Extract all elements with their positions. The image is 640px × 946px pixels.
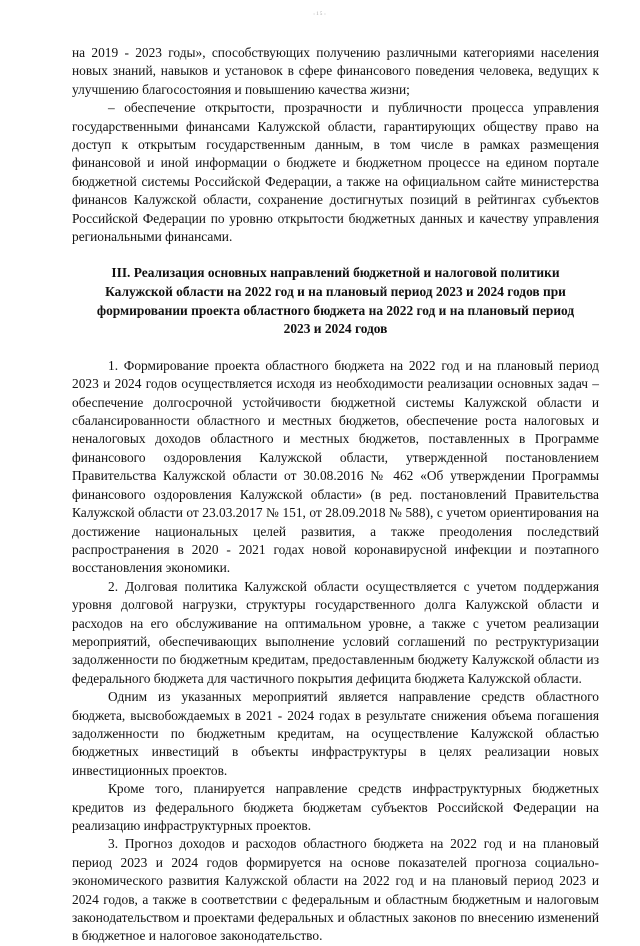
page-number-mark: ·¹⁵· <box>312 10 328 19</box>
section-heading-line: III. Реализация основных направлений бюджетной и налоговой политики <box>111 265 560 281</box>
intro-paragraph-continued: на 2019 - 2023 годы», способствующих получению различными категориями населения новых знаний, навыков и установок в сфере финансового поведения человека, ведущих к улучшению благосостояния и повышению качества жизни; <box>72 45 599 97</box>
paragraph-2-debt-policy: 2. Долговая политика Калужской области осуществляется с учетом поддержания уровня долговой нагрузки, структуры государственного долга Калужской области и расходов на его обслуживание на оптимальном уровне, а также с учетом реализации мероприятий, обеспечивающих выполнение условий соглашений по реструктуризации задолженности по бюджетным кредитам, предоставленным бюджету Калужской области из федерального бюджета для частичного покрытия дефицита бюджета Калужской области. <box>72 578 599 686</box>
paragraph-3-forecast: 3. Прогноз доходов и расходов областного бюджета на 2022 год и на плановый период 2023 и 2024 годов формируется на основе показателей прогноза социально-экономического развития Калужской области на 2022 год и на плановый период 2023 и 2024 годов, а также в соответствии с федеральным и областным бюджетным и налоговым законодательством и проектами федеральных и областных законов по внесению изменений в бюджетное и налоговое законодательство. <box>72 836 599 944</box>
paragraph-infrastructure-credits: Кроме того, планируется направление средств инфраструктурных бюджетных кредитов из федерального бюджета бюджетам субъектов Российской Федерации на реализацию инфраструктурных проектов. <box>72 781 599 833</box>
paragraph-1-budget-formation: 1. Формирование проекта областного бюджета на 2022 год и на плановый период 2023 и 2024 годов осуществляется исходя из необходимости реализации основных задач – обеспечение долгосрочной устойчивости бюджетной системы Калужской области и сбалансированности областного и местных бюджетов, обеспечение роста налоговых и неналоговых доходов областного и местных бюджетов, поставленных в Программе финансового оздоровления Калужской области, утвержденной постановлением Правительства Калужской области от 30.08.2016 № 462 «Об утверждении Программы финансового оздоровления Калужской области» (в ред. постановлений Правительства Калужской области от 23.03.2017 № 151, от 28.09.2018 № 588), с учетом ориентирования на достижение национальных целей развития, а также преодоления последствий распространения в 2020 - 2021 годах новой коронавирусной инфекции и поэтапного восстановления экономики. <box>72 357 599 576</box>
intro-paragraph-transparency: – обеспечение открытости, прозрачности и публичности процесса управления государственными финансами Калужской области, гарантирующих обществу право на доступ к открытым государственным данным, в том числе в рамках размещения финансовой и иной информации о бюджете и бюджетном процессе на едином портале бюджетной системы Российской Федерации, а также на официальном сайте министерства финансов Калужской области, сохранение достигнутых позиций в рейтингах субъектов Российской Федерации по уровню открытости бюджетных данных и качеству управления региональными финансами. <box>72 100 599 245</box>
section-heading-line: Калужской области на 2022 год и на плановый период 2023 и 2024 годов при <box>105 284 566 300</box>
section-heading-line: формировании проекта областного бюджета на 2022 год и на плановый период <box>96 302 575 318</box>
section-heading-line: 2023 и 2024 годов <box>283 321 388 337</box>
document-body <box>72 44 599 946</box>
paragraph-measures: Одним из указанных мероприятий является направление средств областного бюджета, высвобождаемых в 2021 - 2024 годах в результате снижения объема погашения задолженности по бюджетным кредитам, на осуществление Калужской областью бюджетных инвестиций в объекты инфраструктуры в целях реализации новых инвестиционных проектов. <box>72 689 599 778</box>
section-heading <box>72 264 599 338</box>
